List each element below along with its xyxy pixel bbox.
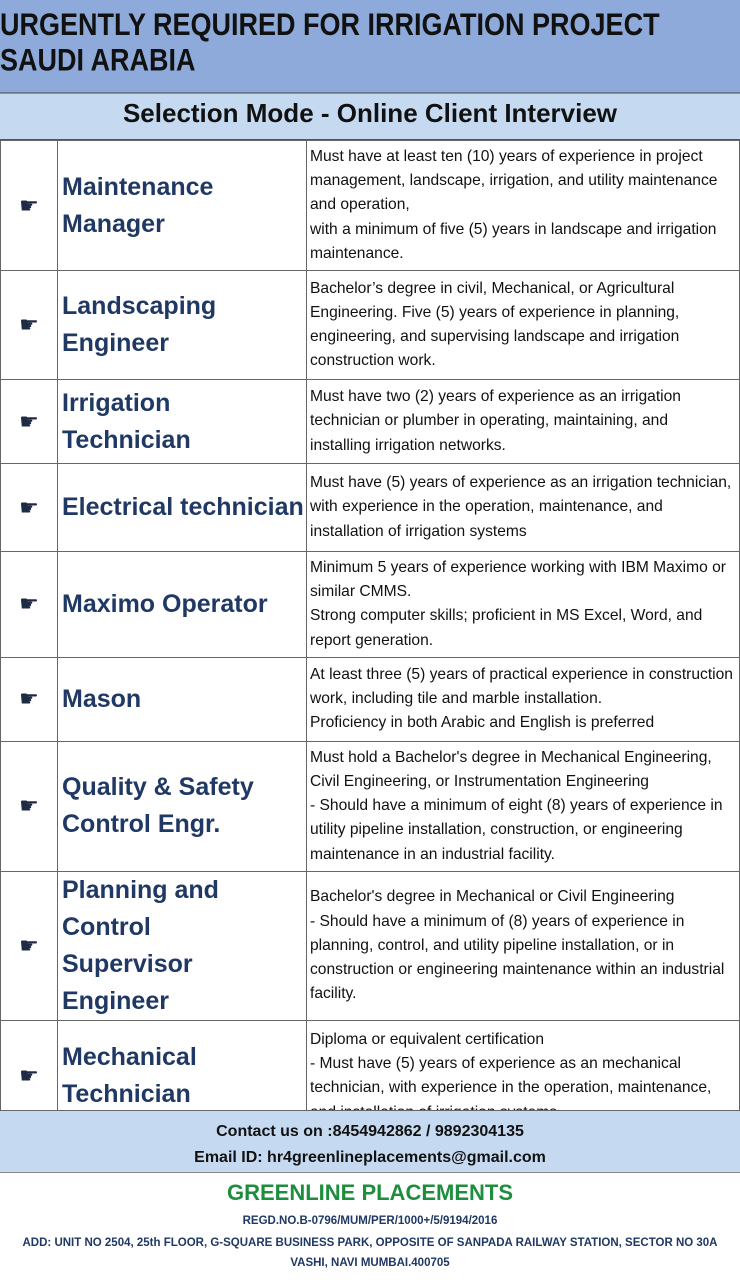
job-row [1, 871, 740, 1020]
company-section [0, 1173, 740, 1280]
job-description-line: Diploma or equivalent certification [310, 1030, 545, 1048]
job-description-line: Minimum 5 years of experience working with IBM Maximo or similar CMMS. [310, 559, 726, 601]
company-address: ADD: UNIT NO 2504, 25th FLOOR, G-SQUARE BUSINESS PARK, OPPOSITE OF SANPADA RAILWAY STATION, SECTOR NO 30A VASHI, NAVI MUMBAI.400705 [22, 1237, 718, 1269]
company-name: GREENLINE PLACEMENTS [226, 1180, 514, 1205]
job-description-line: At least three (5) years of practical experience in construction work, including tile and marble installation. [310, 666, 733, 708]
job-description [307, 552, 740, 658]
job-description [307, 141, 740, 271]
job-row [1, 741, 740, 871]
job-title-line: Mason [62, 684, 142, 713]
registration-number: REGD.NO.B-0796/MUM/PER/1000+/5/9194/2016 [242, 1215, 498, 1227]
job-description-line: Bachelor's degree in Mechanical or Civil Engineering [310, 888, 675, 906]
job-title-line: Maximo Operator [62, 589, 268, 618]
job-title-line: Mechanical Technician [62, 1043, 197, 1109]
job-row [1, 380, 740, 464]
job-description-line: - Should have a minimum of (8) years of experience in planning, control, and utility pipeline installation, or in construction or engineering maintenance within an industrial facility. [310, 912, 725, 1003]
job-row [1, 271, 740, 380]
job-title-line: Planning and Control [62, 875, 219, 941]
job-title-line: Irrigation Technician [62, 388, 191, 454]
pointing-hand-icon: ☛ [1, 1020, 58, 1132]
job-description-line: Must have at least ten (10) years of experience in project management, landscape, irrigation, and utility maintenance and operation, [310, 148, 718, 214]
job-description [307, 271, 740, 380]
selection-mode-subtitle: Selection Mode - Online Client Interview [0, 87, 740, 140]
job-title [58, 871, 307, 1020]
job-title [58, 141, 307, 271]
job-title-line: Quality & Safety [62, 773, 254, 802]
pointing-hand-icon: ☛ [1, 657, 58, 741]
job-title-line: Landscaping Engineer [62, 292, 217, 358]
job-description [307, 657, 740, 741]
job-description [307, 741, 740, 871]
job-title [58, 657, 307, 741]
job-title-line: Electrical technician [62, 493, 304, 522]
contact-section [0, 1110, 740, 1173]
job-row [1, 552, 740, 658]
job-title-line: Supervisor Engineer [62, 949, 193, 1015]
page-title: URGENTLY REQUIRED FOR IRRIGATION PROJECT SAUDI ARABIA [0, 0, 740, 94]
pointing-hand-icon: ☛ [1, 271, 58, 380]
contact-email: Email ID: hr4greenlineplacements@gmail.com [194, 1149, 546, 1166]
job-description [307, 464, 740, 552]
contact-phone: Contact us on :8454942862 / 9892304135 [216, 1123, 524, 1140]
job-row [1, 141, 740, 271]
job-description [307, 871, 740, 1020]
pointing-hand-icon: ☛ [1, 552, 58, 658]
job-description-line: Must hold a Bachelor's degree in Mechanical Engineering, Civil Engineering, or Instrumentation Engineering [310, 748, 712, 791]
job-description-line: with a minimum of five (5) years in landscape and irrigation maintenance. [310, 220, 717, 262]
job-row [1, 464, 740, 552]
job-description [307, 380, 740, 464]
job-description-line: Strong computer skills; proficient in MS Excel, Word, and report generation. [310, 607, 703, 649]
job-title [58, 380, 307, 464]
job-description-line: - Must have (5) years of experience as an mechanical technician, with experience in the operation, maintenance, [310, 1055, 712, 1097]
job-title-line: Maintenance Manager [62, 172, 214, 238]
job-description-line: - Should have a minimum of eight (8) years of experience in utility pipeline installation, construction, or engineering maintenance in an industrial facility. [310, 797, 723, 863]
pointing-hand-icon: ☛ [1, 741, 58, 871]
job-title [58, 464, 307, 552]
pointing-hand-icon: ☛ [1, 141, 58, 271]
job-description-line: Must have two (2) years of experience as an irrigation technician or plumber in operating, maintaining, and installing irrigation networks. [310, 388, 681, 454]
job-title [58, 741, 307, 871]
pointing-hand-icon: ☛ [1, 464, 58, 552]
job-title [58, 271, 307, 380]
job-description-line: Must have (5) years of experience as an irrigation technician, with experience in the operation, maintenance, and installation of irrigation systems [310, 474, 732, 540]
job-description-line: Proficiency in both Arabic and English is preferred [310, 714, 655, 732]
job-title [58, 552, 307, 658]
job-description-line: Bachelor’s degree in civil, Mechanical, or Agricultural Engineering. Five (5) years of experience in planning, engineering, and supervising landscape and irrigation construction work. [310, 279, 680, 370]
job-title-line: Control Engr. [62, 810, 221, 839]
pointing-hand-icon: ☛ [1, 380, 58, 464]
pointing-hand-icon: ☛ [1, 871, 58, 1020]
jobs-table [0, 140, 740, 1133]
job-row [1, 657, 740, 741]
